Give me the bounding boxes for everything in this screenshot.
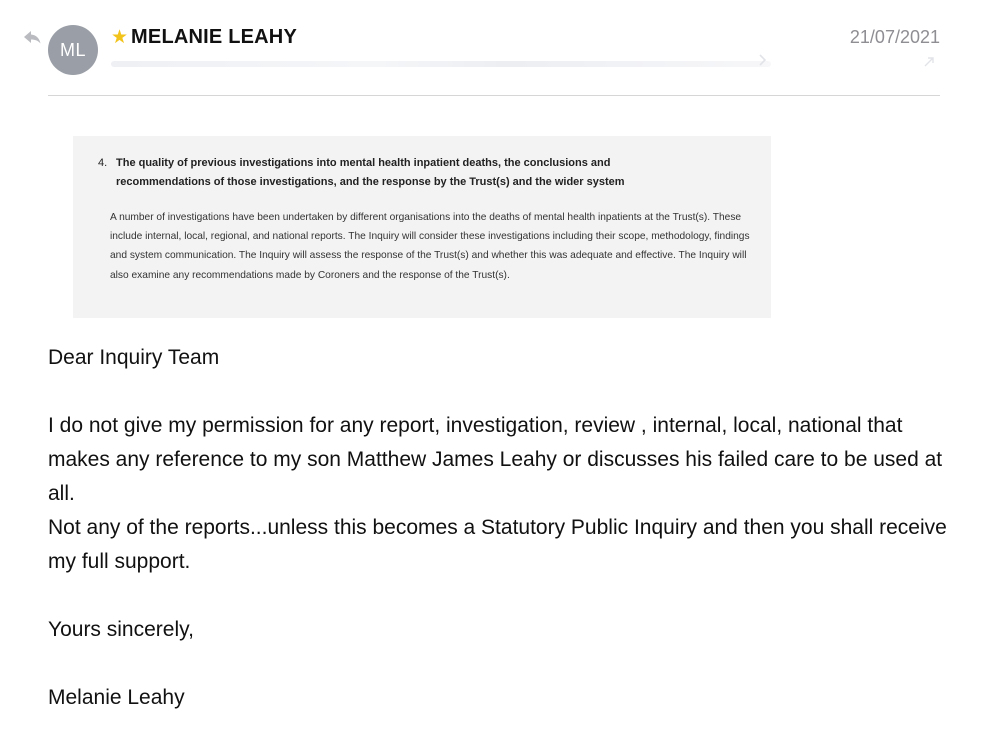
quote-body: A number of investigations have been undertaken by different organisations into the deaths of mental health inpatients at the Trust(s). These include internal, local, regional, and national reports. The Inquiry will consider these investigations including their scope, methodology, findings and system communication. The Inquiry will assess the response of the Trust(s) and whether this was adequate and effective. The Inquiry will also examine any recommendations made by Coroners and the response of the Trust(s). bbox=[110, 212, 750, 281]
quote-heading bbox=[98, 154, 698, 192]
quoted-excerpt-image bbox=[73, 136, 771, 318]
sender-row[interactable] bbox=[111, 25, 297, 49]
chevron-right-icon[interactable] bbox=[757, 53, 769, 67]
avatar[interactable] bbox=[48, 25, 98, 75]
recipients-line[interactable] bbox=[111, 61, 771, 67]
header-divider bbox=[48, 95, 940, 96]
sender-name: MELANIE LEAHY bbox=[131, 25, 297, 48]
quote-heading-text: The quality of previous investigations into mental health inpatient deaths, the conclusions and recommendations of those investigations, and the response by the Trust(s) and the wider system bbox=[116, 157, 625, 188]
signature: Melanie Leahy bbox=[48, 686, 185, 709]
star-icon: ★ bbox=[111, 26, 129, 48]
reply-arrow-icon bbox=[22, 29, 42, 45]
message-date: 21/07/2021 bbox=[849, 27, 940, 47]
spacer bbox=[48, 579, 948, 613]
greeting: Dear Inquiry Team bbox=[48, 346, 220, 369]
quote-number: 4. bbox=[98, 157, 108, 169]
message-body bbox=[48, 341, 948, 715]
avatar-initials: ML bbox=[59, 39, 86, 60]
spacer bbox=[48, 647, 948, 681]
paragraph-2: Not any of the reports...unless this becomes a Statutory Public Inquiry and then you shall receive my full support. bbox=[48, 516, 947, 573]
paragraph-1: I do not give my permission for any report, investigation, review , internal, local, national that makes any reference to my son Matthew James Leahy or discusses his failed care to be used at all. bbox=[48, 414, 943, 505]
expand-icon[interactable] bbox=[922, 55, 936, 69]
closing: Yours sincerely, bbox=[48, 618, 194, 641]
